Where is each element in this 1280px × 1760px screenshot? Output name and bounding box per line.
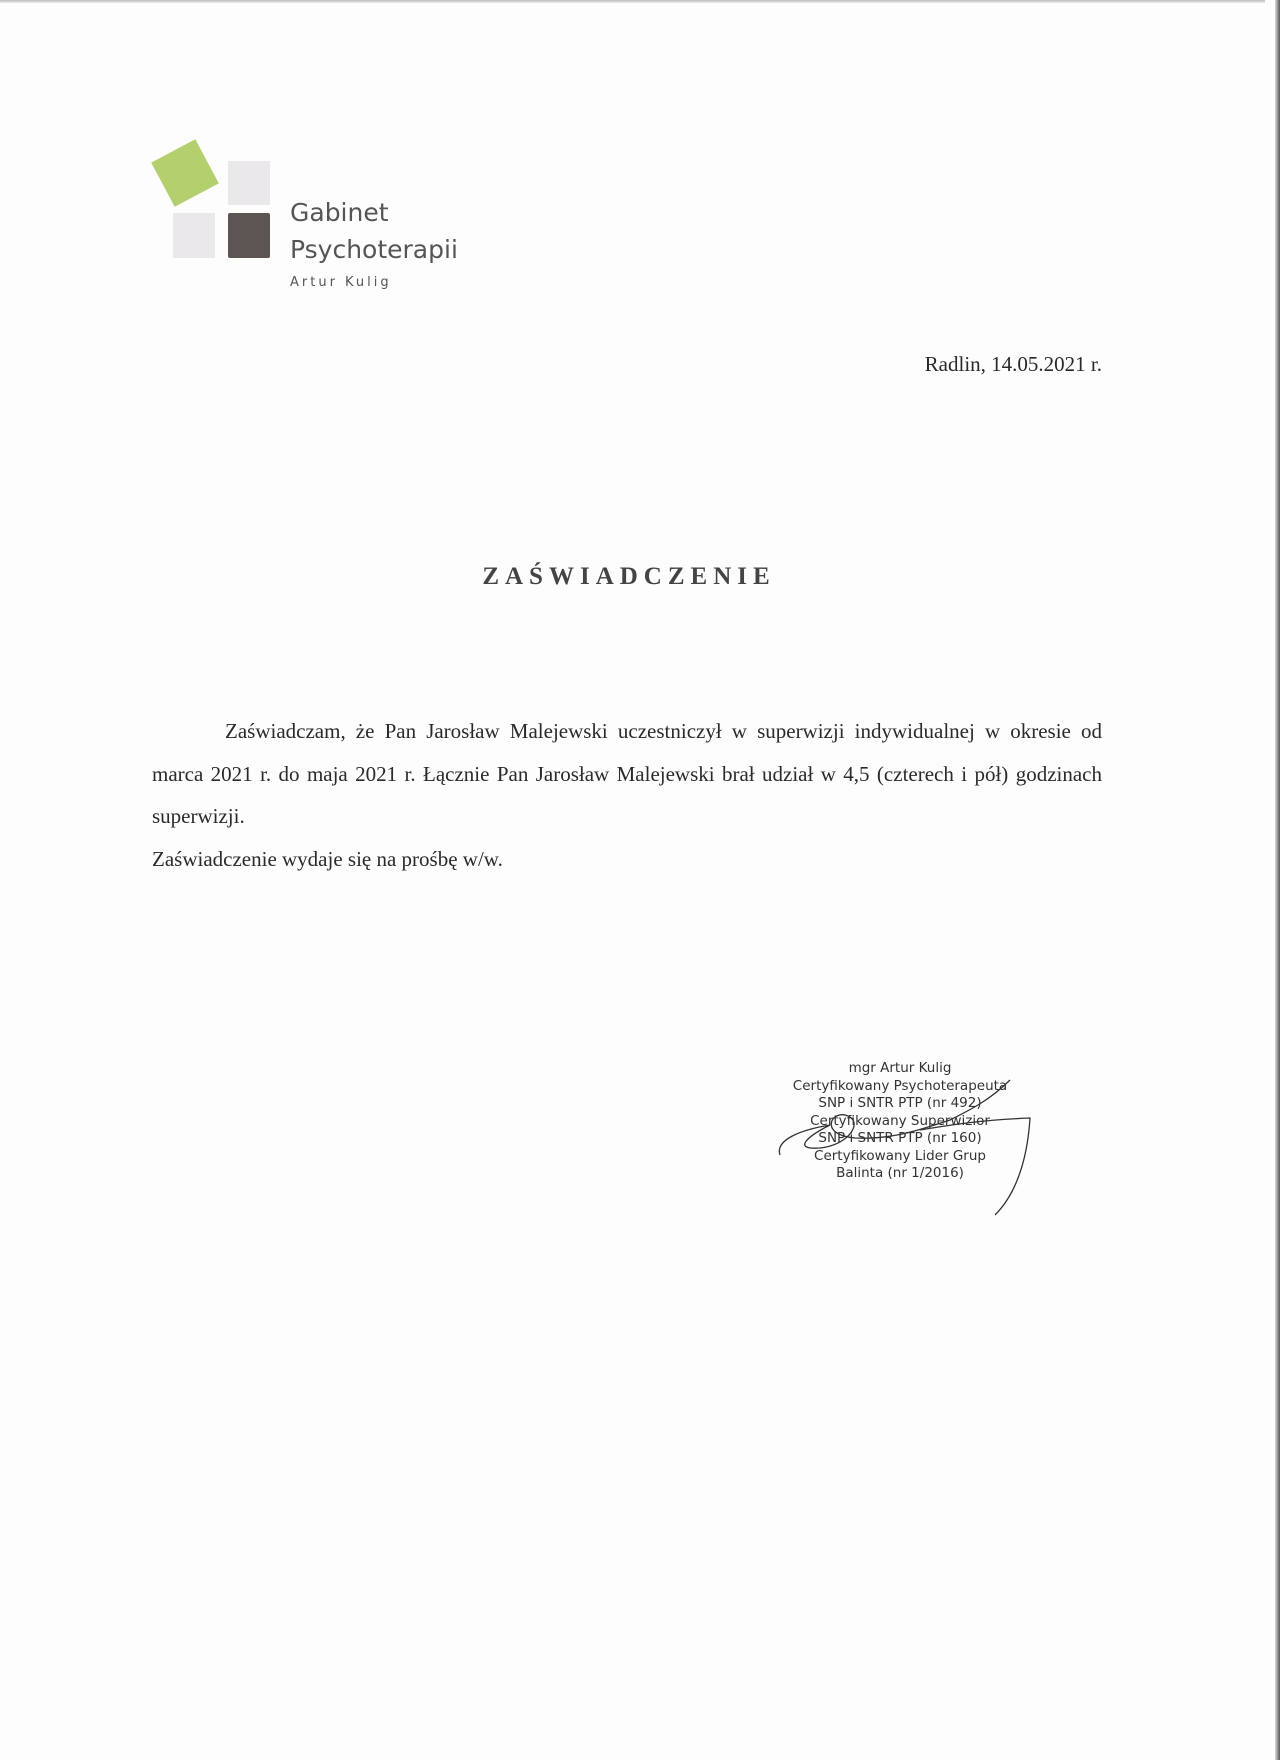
logo-text-name: Artur Kulig [290, 275, 392, 290]
scan-right-edge [1275, 0, 1280, 1760]
scan-top-edge [0, 0, 1265, 3]
logo-dark-square [228, 213, 270, 258]
handwritten-signature [770, 1060, 1050, 1230]
stamp-line: mgr Artur Kulig [848, 1060, 952, 1076]
document-date: Radlin, 14.05.2021 r. [924, 352, 1102, 376]
logo-light-square [173, 213, 215, 258]
logo-light-square [228, 161, 270, 205]
document-title: ZAŚWIADCZENIE [482, 563, 776, 590]
stamp-line: Balinta (nr 1/2016) [836, 1165, 964, 1181]
logo-green-square [151, 139, 219, 207]
logo-text-line2: Psychoterapii [290, 235, 458, 264]
body-paragraph: Zaświadczam, że Pan Jarosław Malejewski uczestniczył w superwizji indywidualnej w okresie od marca 2021 r. do maja 2021 r. Łącznie Pan Jarosław Malejewski brał udział w 4,5 (czterech i pół) godzinach superwizji. [152, 719, 1102, 828]
document-body [152, 710, 1102, 880]
stamp-line: Certyfikowany Superwizior [810, 1112, 990, 1129]
logo-text-line1: Gabinet [290, 198, 389, 227]
stamp-line: SNP i SNTR PTP (nr 492) [818, 1095, 982, 1111]
stamp-line: Certyfikowany Lider Grup [814, 1147, 986, 1164]
stamp-line: Certyfikowany Psychoterapeuta [792, 1077, 1008, 1094]
body-paragraph: Zaświadczenie wydaje się na prośbę w/w. [152, 846, 503, 871]
stamp-line: SNP i SNTR PTP (nr 160) [818, 1130, 982, 1146]
